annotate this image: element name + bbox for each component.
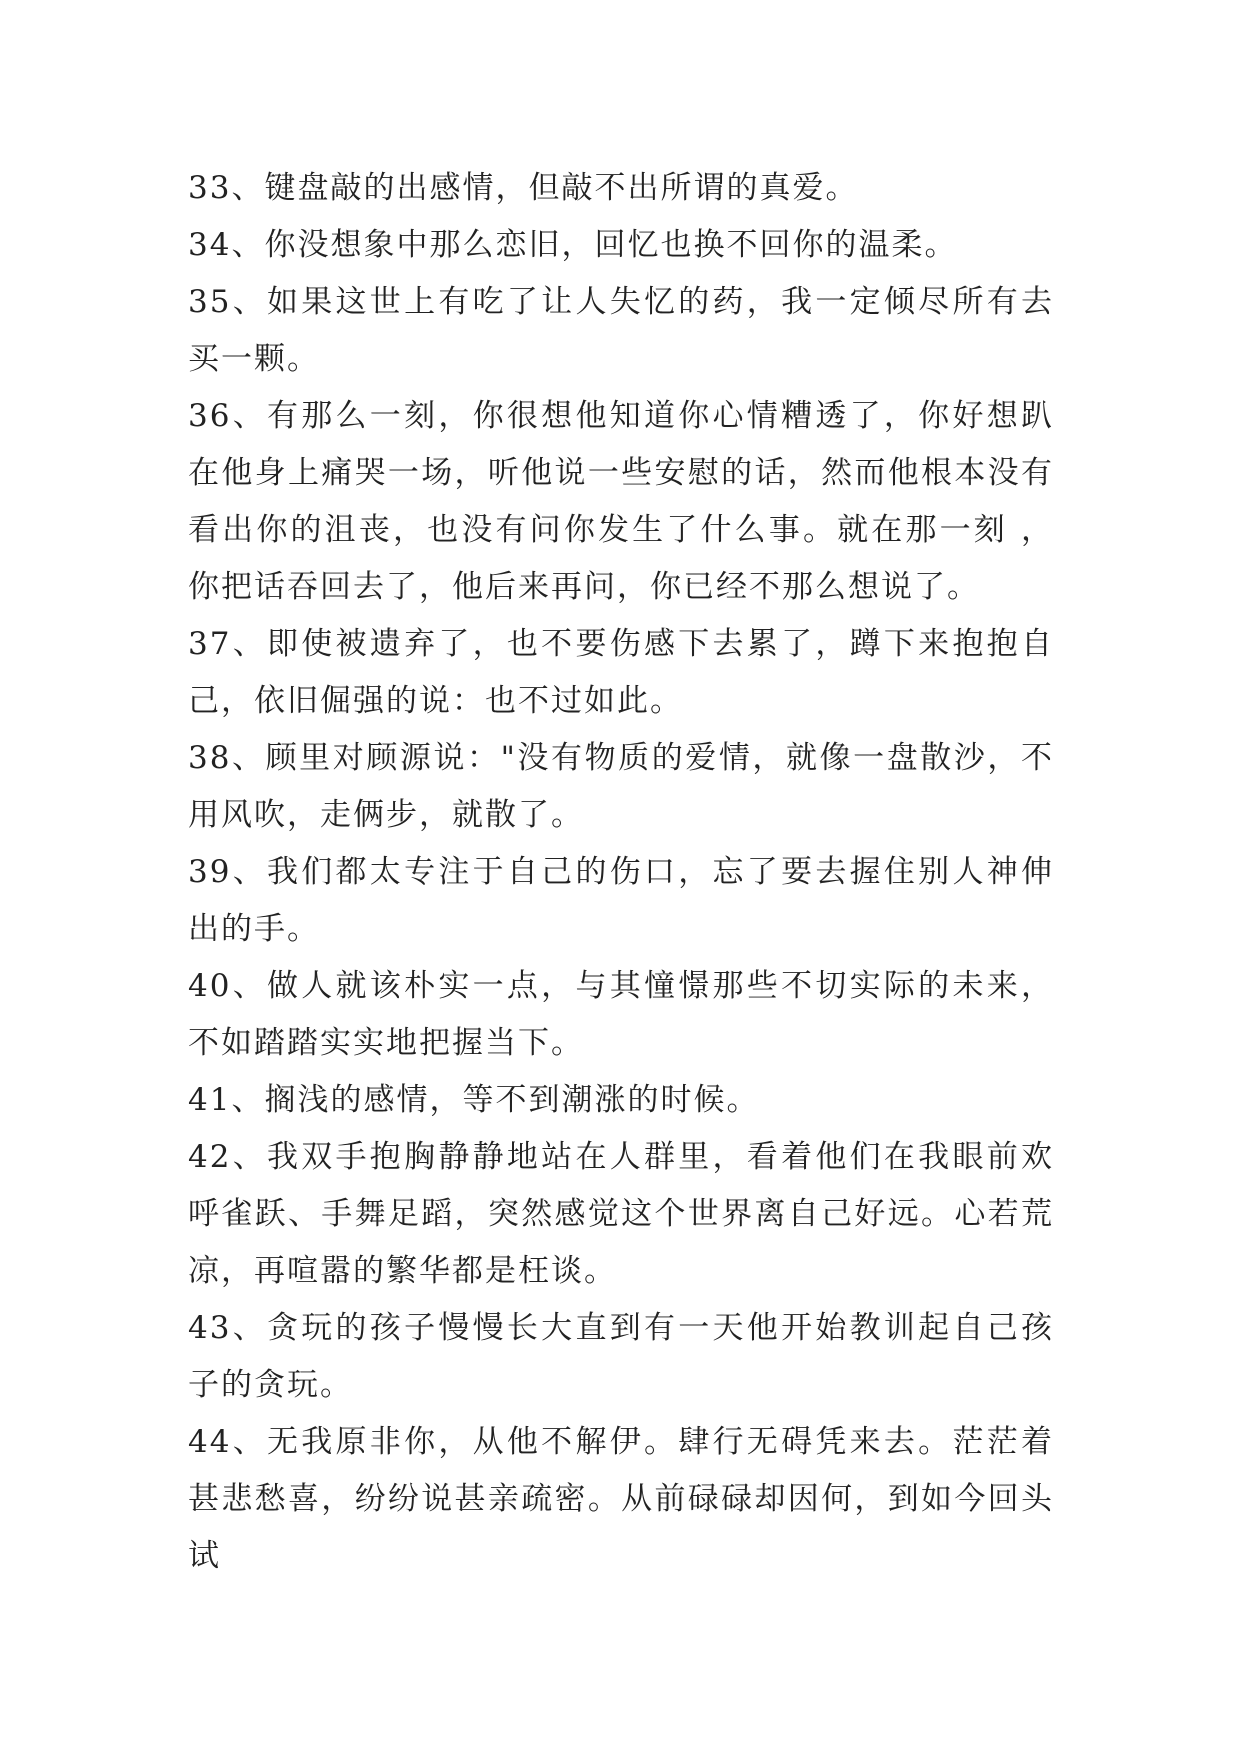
paragraph-41: 41、搁浅的感情，等不到潮涨的时候。 (188, 1082, 760, 1118)
paragraph-42: 42、我双手抱胸静静地站在人群里，看着他们在我眼前欢呼雀跃、手舞足蹈，突然感觉这个世界离自己好远。心若荒凉，再喧嚣的繁华都是枉谈。 (188, 1139, 1054, 1289)
paragraph-34: 34、你没想象中那么恋旧，回忆也换不回你的温柔。 (188, 227, 958, 263)
paragraph-40: 40、做人就该朴实一点，与其憧憬那些不切实际的未来，不如踏踏实实地把握当下。 (188, 968, 1054, 1061)
paragraph-43: 43、贪玩的孩子慢慢长大直到有一天他开始教训起自己孩子的贪玩。 (188, 1310, 1054, 1403)
paragraph-38: 38、顾里对顾源说："没有物质的爱情，就像一盘散沙，不用风吹，走俩步，就散了。 (188, 740, 1054, 833)
paragraph-37: 37、即使被遗弃了，也不要伤感下去累了，蹲下来抱抱自己，依旧倔强的说：也不过如此。 (188, 626, 1054, 719)
document-body (188, 160, 1054, 1585)
paragraph-39: 39、我们都太专注于自己的伤口，忘了要去握住别人神伸出的手。 (188, 854, 1054, 947)
paragraph-33: 33、键盘敲的出感情，但敲不出所谓的真爱。 (188, 170, 859, 206)
paragraph-44: 44、无我原非你，从他不解伊。肆行无碍凭来去。茫茫着甚悲愁喜，纷纷说甚亲疏密。从前碌碌却因何，到如今回头试 (188, 1424, 1054, 1574)
paragraph-36: 36、有那么一刻，你很想他知道你心情糟透了，你好想趴在他身上痛哭一场，听他说一些安慰的话，然而他根本没有看出你的沮丧，也没有问你发生了什么事。就在那一刻 ，你把话吞回去了，他后来再问，你已经不那么想说了。 (188, 398, 1054, 605)
paragraph-35: 35、如果这世上有吃了让人失忆的药，我一定倾尽所有去买一颗。 (188, 284, 1054, 377)
